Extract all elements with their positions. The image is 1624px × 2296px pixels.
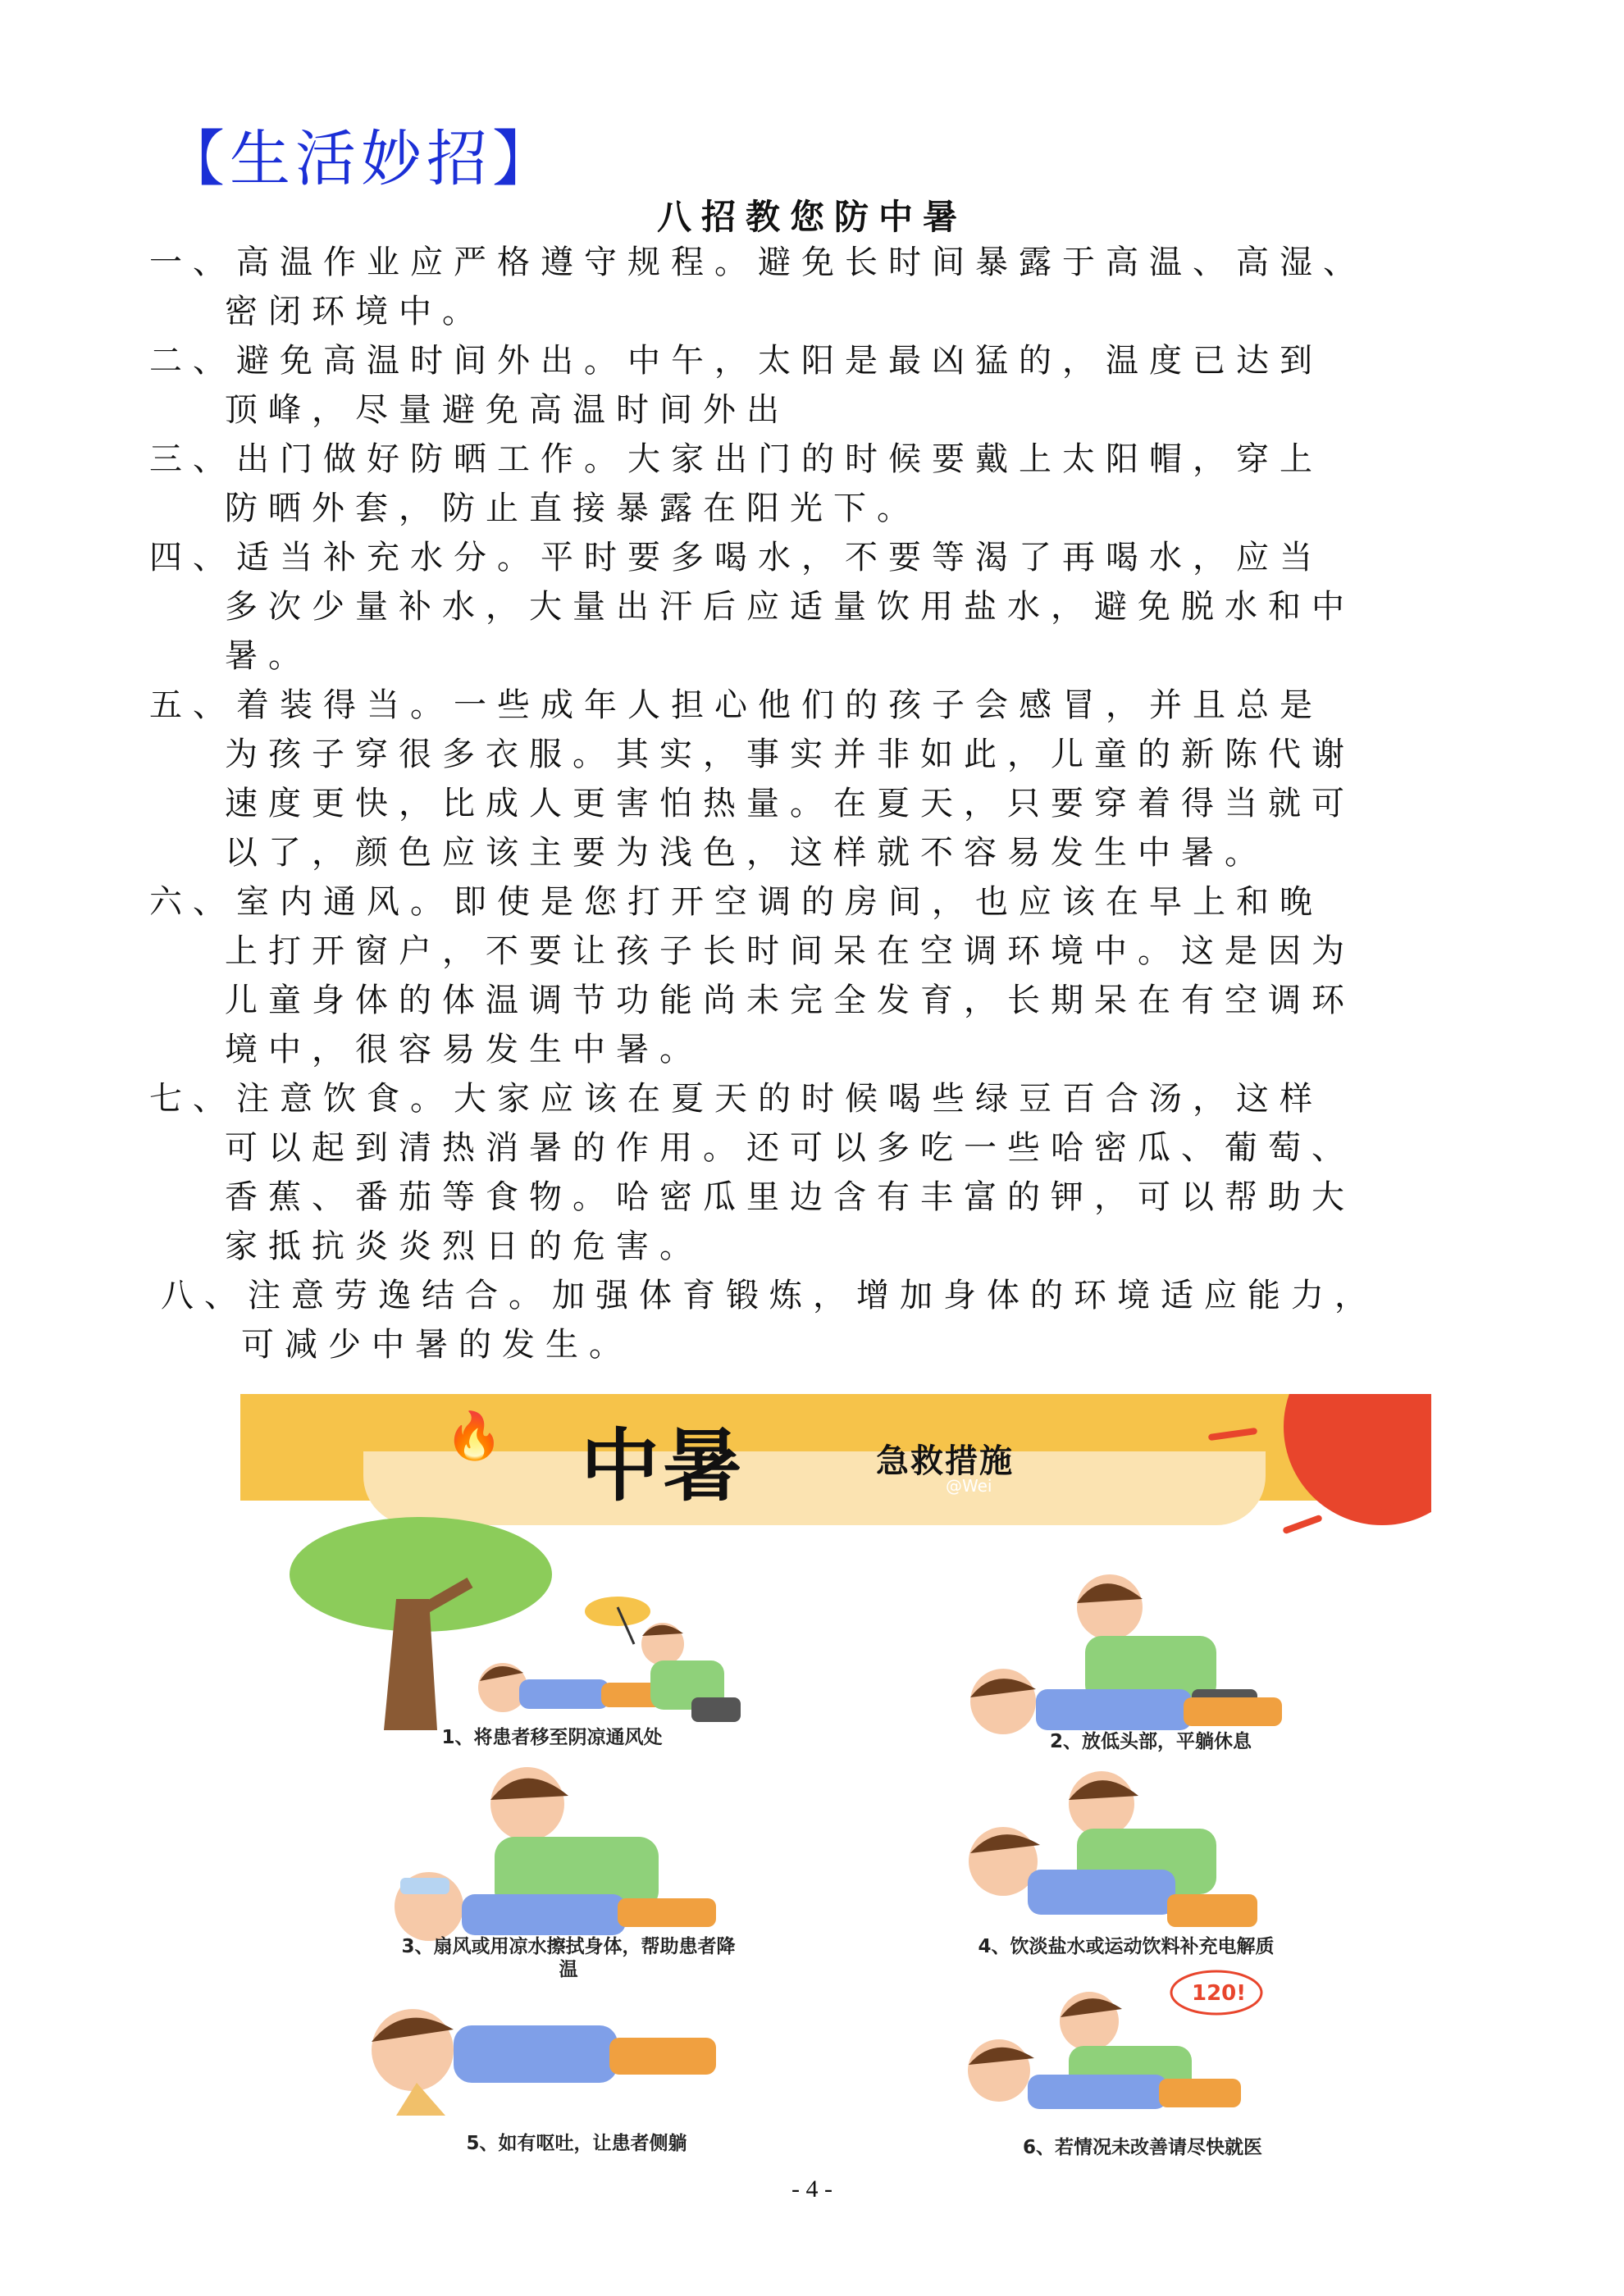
step-3-illustration [363,1755,773,1960]
section-heading: 【生活妙招】 [164,124,558,194]
tip-line: 八、注意劳逸结合。加强体育锻炼，增加身体的环境适应能力， [161,1277,1378,1314]
tip-line: 三、出门做好防晒工作。大家出门的时候要戴上太阳帽，穿上 [149,440,1323,478]
sun-icon [1284,1394,1431,1525]
step-6-caption: 6、若情况未改善请尽快就医 [1022,2137,1262,2158]
article-title: 八招教您防中暑 [656,197,967,237]
tip-2 [149,336,1429,435]
tip-6 [149,877,1429,1074]
tip-line: 可减少中暑的发生。 [241,1326,632,1364]
tip-3 [149,435,1429,533]
tip-1 [149,238,1429,336]
emergency-speech-bubble-text: 120! [1192,1981,1247,2006]
step-5-caption: 5、如有呕吐，让患者侧躺 [466,2133,687,2154]
tip-line: 以了，颜色应该主要为浅色，这样就不容易发生中暑。 [225,834,1268,872]
step-6-illustration [946,1968,1339,2116]
step-1-illustration [273,1509,798,1755]
tip-line: 二、避免高温时间外出。中午，太阳是最凶猛的，温度已达到 [149,342,1323,380]
tip-line: 暑。 [225,637,312,675]
step-4-caption: 4、饮淡盐水或运动饮料补充电解质 [978,1936,1275,1957]
tip-line: 为孩子穿很多衣服。其实，事实并非如此，儿童的新陈代谢 [225,736,1355,773]
tip-line: 六、室内通风。即使是您打开空调的房间，也应该在早上和晚 [149,883,1323,921]
tip-7 [149,1074,1429,1271]
tip-line: 密闭环境中。 [225,293,486,330]
infographic-watermark-handle: @Wei [946,1476,992,1496]
tip-line: 家抵抗炎炎烈日的危害。 [225,1228,703,1265]
tip-line: 速度更快，比成人更害怕热量。在夏天，只要穿着得当就可 [225,785,1355,822]
tip-line: 七、注意饮食。大家应该在夏天的时候喝些绿豆百合汤，这样 [149,1080,1323,1118]
tip-line: 境中，很容易发生中暑。 [225,1031,703,1068]
tip-line: 可以起到清热消暑的作用。还可以多吃一些哈密瓜、葡萄、 [225,1129,1355,1167]
step-3-caption: 3、扇风或用凉水擦拭身体，帮助患者降温 [401,1936,736,1980]
heatstroke-first-aid-infographic [240,1394,1431,2161]
tip-line: 多次少量补水，大量出汗后应适量饮用盐水，避免脱水和中 [225,588,1355,626]
infographic-subtitle: 急救措施 [876,1442,1014,1480]
tip-line: 香蕉、番茄等食物。哈密瓜里边含有丰富的钾，可以帮助大 [225,1178,1355,1216]
tip-line: 上打开窗户，不要让孩子长时间呆在空调环境中。这是因为 [225,932,1355,970]
step-5-illustration [339,1993,765,2116]
tip-5 [149,681,1429,877]
tip-line: 一、高温作业应严格遵守规程。避免长时间暴露于高温、高湿、 [149,244,1366,281]
tip-4 [149,533,1429,681]
flame-icon: 🔥 [445,1410,503,1463]
tip-line: 五、着装得当。一些成年人担心他们的孩子会感冒，并且总是 [149,686,1323,724]
tip-line: 四、适当补充水分。平时要多喝水，不要等渴了再喝水，应当 [149,539,1323,576]
step-2-caption: 2、放低头部，平躺休息 [1049,1731,1252,1752]
sun-ray [1282,1515,1323,1535]
page-number: - 4 - [791,2175,833,2203]
tip-line: 儿童身体的体温调节功能尚未完全发育，长期呆在有空调环 [225,982,1355,1019]
step-1-caption: 1、将患者移至阴凉通风处 [441,1727,663,1748]
tip-line: 顶峰，尽量避免高温时间外出 [225,391,790,429]
step-4-illustration [937,1763,1331,1960]
tip-line: 防晒外套，防止直接暴露在阳光下。 [225,490,920,527]
infographic-title: 中暑 [581,1420,745,1512]
tip-8 [149,1271,1429,1369]
tips-list [149,238,1429,1369]
